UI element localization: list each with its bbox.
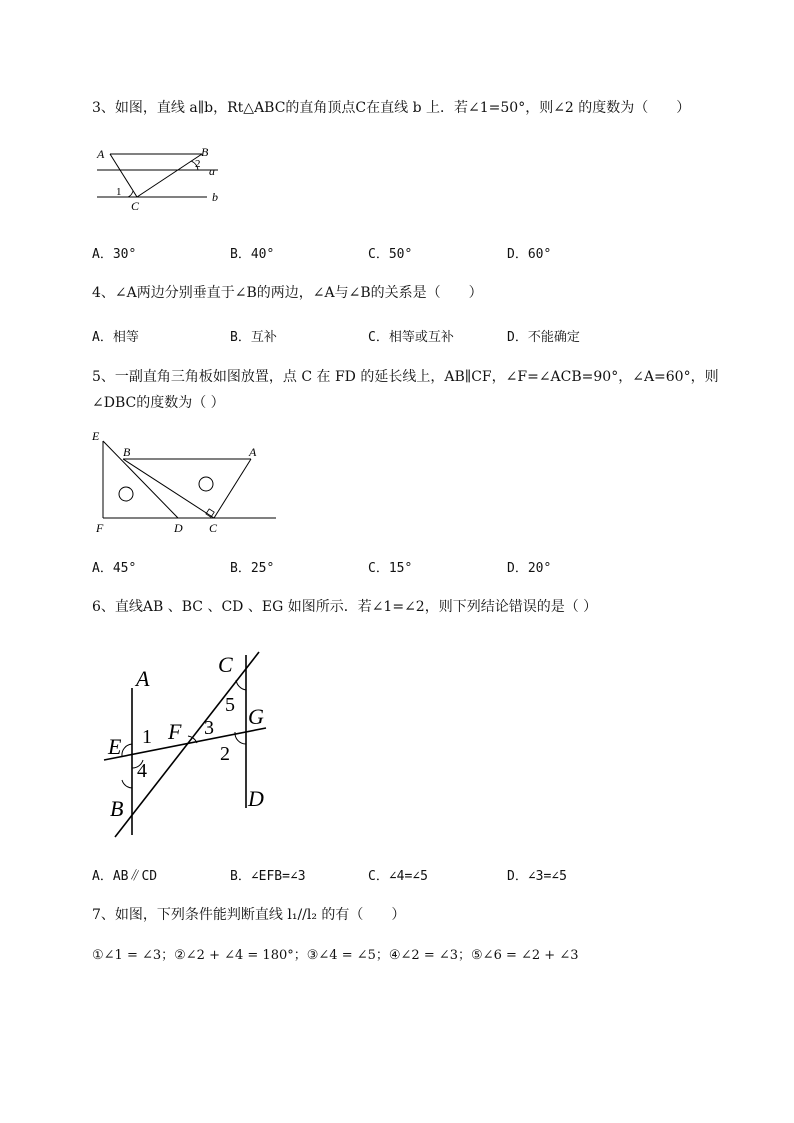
fig6-angle-3: 3 — [204, 717, 214, 739]
q4-option-d[interactable]: D．不能确定 — [507, 330, 580, 345]
fig6-label-D: D — [248, 786, 264, 811]
question-6-figure — [100, 640, 280, 845]
question-5-stem-line1: 5、一副直角三角板如图放置，点 C 在 FD 的延长线上，AB∥CF，∠F=∠ACB=90°，∠A=60°，则 — [92, 369, 719, 385]
fig6-angle-1: 1 — [142, 726, 152, 748]
question-6-stem: 6、直线AB 、BC 、CD 、EG 如图所示．若∠1=∠2，则下列结论错误的是（ ） — [92, 599, 598, 615]
fig6-label-G: G — [248, 704, 264, 729]
fig6-label-E: E — [108, 734, 122, 759]
q5-option-c[interactable]: C．15° — [368, 561, 413, 576]
fig6-label-F: F — [168, 719, 182, 744]
question-7-stem: 7、如图，下列条件能判断直线 l₁//l₂ 的有（ ） — [92, 907, 406, 923]
fig5-label-F: F — [96, 521, 104, 535]
q3-option-b[interactable]: B．40° — [230, 247, 275, 262]
q3-option-d[interactable]: D．60° — [507, 247, 552, 262]
fig3-angle-2: 2 — [195, 158, 201, 170]
fig3-label-A: A — [97, 147, 105, 161]
fig3-label-B: B — [201, 145, 209, 159]
question-7-conditions: ①∠1 = ∠3；②∠2 + ∠4 = 180°；③∠4 = ∠5；④∠2 = ∠3；⑤∠6 = ∠2 + ∠3 — [92, 948, 579, 963]
question-5-stem-line2: ∠DBC的度数为（ ） — [92, 395, 225, 411]
fig5-label-C: C — [209, 521, 218, 535]
question-5-figure — [88, 425, 283, 540]
fig3-label-a: a — [209, 164, 215, 178]
question-3-figure — [90, 140, 230, 215]
fig5-label-D: D — [174, 521, 183, 535]
q6-option-c[interactable]: C．∠4=∠5 — [368, 869, 428, 884]
fig6-label-A: A — [136, 666, 150, 691]
q3-option-a[interactable]: A．30° — [92, 247, 137, 262]
q4-option-b[interactable]: B．互补 — [230, 330, 277, 345]
q6-option-d[interactable]: D．∠3=∠5 — [507, 869, 567, 884]
q4-option-a[interactable]: A．相等 — [92, 330, 139, 345]
q6-option-b[interactable]: B．∠EFB=∠3 — [230, 869, 306, 884]
fig6-angle-2: 2 — [220, 743, 230, 765]
q5-option-a[interactable]: A．45° — [92, 561, 137, 576]
q5-option-b[interactable]: B．25° — [230, 561, 275, 576]
question-4-stem: 4、∠A两边分别垂直于∠B的两边，∠A与∠B的关系是（ ） — [92, 285, 483, 301]
fig5-label-E: E — [92, 429, 100, 443]
fig6-label-B: B — [110, 796, 124, 821]
fig6-angle-5: 5 — [225, 694, 235, 716]
q5-option-d[interactable]: D．20° — [507, 561, 552, 576]
q4-option-c[interactable]: C．相等或互补 — [368, 330, 454, 345]
fig6-label-C: C — [218, 652, 233, 677]
fig3-label-b: b — [212, 190, 218, 204]
fig3-label-C: C — [131, 199, 140, 213]
q3-option-c[interactable]: C．50° — [368, 247, 413, 262]
question-3-stem: 3、如图，直线 a∥b，Rt△ABC的直角顶点C在直线 b 上．若∠1=50°，则∠2 的度数为（ ） — [92, 100, 691, 116]
fig5-label-A: A — [249, 445, 257, 459]
q6-option-a[interactable]: A．AB∥CD — [92, 869, 158, 884]
fig6-angle-4: 4 — [137, 760, 147, 782]
fig3-angle-1: 1 — [116, 186, 122, 198]
fig5-label-B: B — [123, 445, 131, 459]
